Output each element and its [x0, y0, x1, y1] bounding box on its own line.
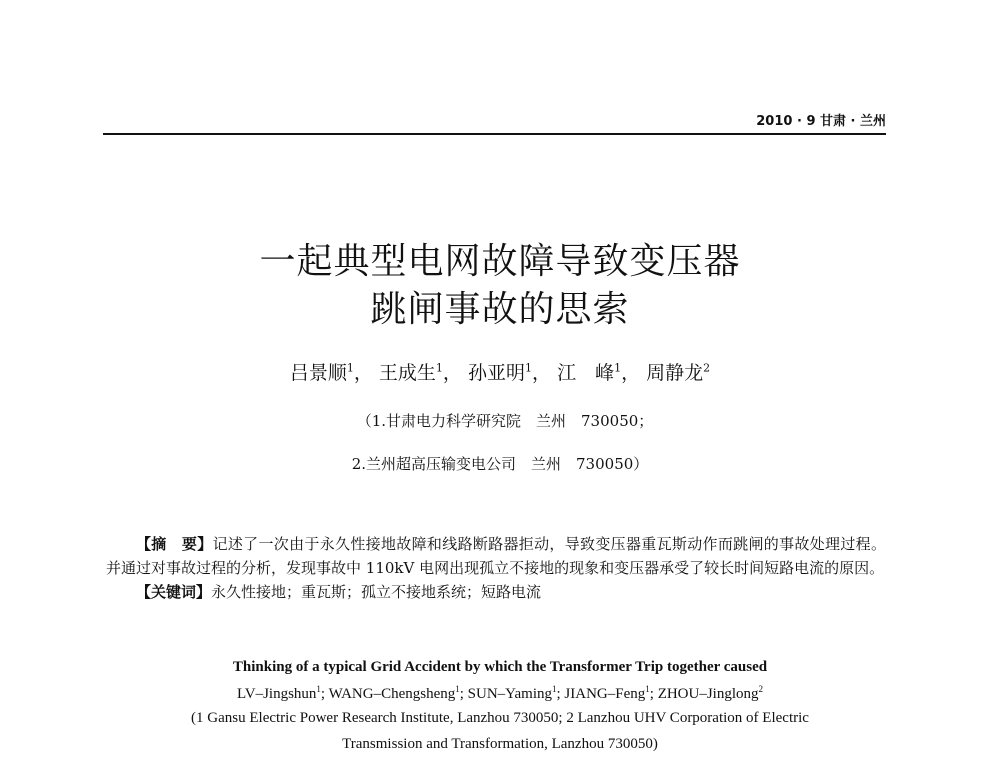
english-affiliation-line-2: Transmission and Transformation, Lanzhou 730050) — [342, 736, 658, 752]
english-author: WANG–Chengsheng$^1$; — [328, 684, 468, 702]
english-author: JIANG–Feng$^1$; — [564, 684, 658, 702]
english-author: ZHOU–Jinglong$^2$ — [657, 684, 764, 702]
paper-title — [0, 238, 1000, 334]
title-line-2: 跳闸事故的思索 — [370, 289, 630, 330]
author: 王成生$^1$， — [378, 361, 462, 384]
affiliation-line-1: （1.甘肃电力科学研究院 兰州 730050； — [356, 412, 654, 430]
author: 江 峰$^1$， — [557, 361, 641, 384]
english-author-list — [0, 684, 1000, 703]
running-header: 2010 · 9 甘肃 · 兰州 — [103, 110, 886, 135]
affiliation-line-2: 2.兰州超高压输变电公司 兰州 730050） — [351, 455, 649, 473]
abstract-block — [106, 532, 886, 604]
keywords-text: 永久性接地；重瓦斯；孤立不接地系统；短路电流 — [211, 583, 542, 601]
title-line-1: 一起典型电网故障导致变压器 — [259, 241, 741, 282]
author-list — [0, 358, 1000, 385]
author: 孙亚明$^1$， — [467, 361, 552, 384]
author: 吕景顺$^1$， — [289, 361, 373, 384]
abstract-paragraph — [106, 532, 886, 580]
abstract-label: 【摘 要】 — [136, 535, 213, 553]
abstract-text: 记述了一次由于永久性接地故障和线路断路器拒动，导致变压器重瓦斯动作而跳闸的事故处理过程。并通过对事故过程的分析，发现事故中 110kV 电网出现孤立不接地的现象和变压器承受了较长时间短路电流的原因。 — [106, 535, 886, 577]
english-author: SUN–Yaming$^1$; — [467, 684, 565, 702]
author: 周静龙$^2$ — [646, 361, 711, 384]
keywords-label: 【关键词】 — [136, 583, 212, 601]
english-title: Thinking of a typical Grid Accident by which the Transformer Trip together caused — [232, 659, 768, 675]
keywords-paragraph — [106, 580, 886, 604]
english-author: LV–Jingshun$^1$; — [236, 684, 329, 702]
english-affiliation-line-1: (1 Gansu Electric Power Research Institute, Lanzhou 730050; 2 Lanzhou UHV Corporation of Electric — [191, 710, 809, 726]
